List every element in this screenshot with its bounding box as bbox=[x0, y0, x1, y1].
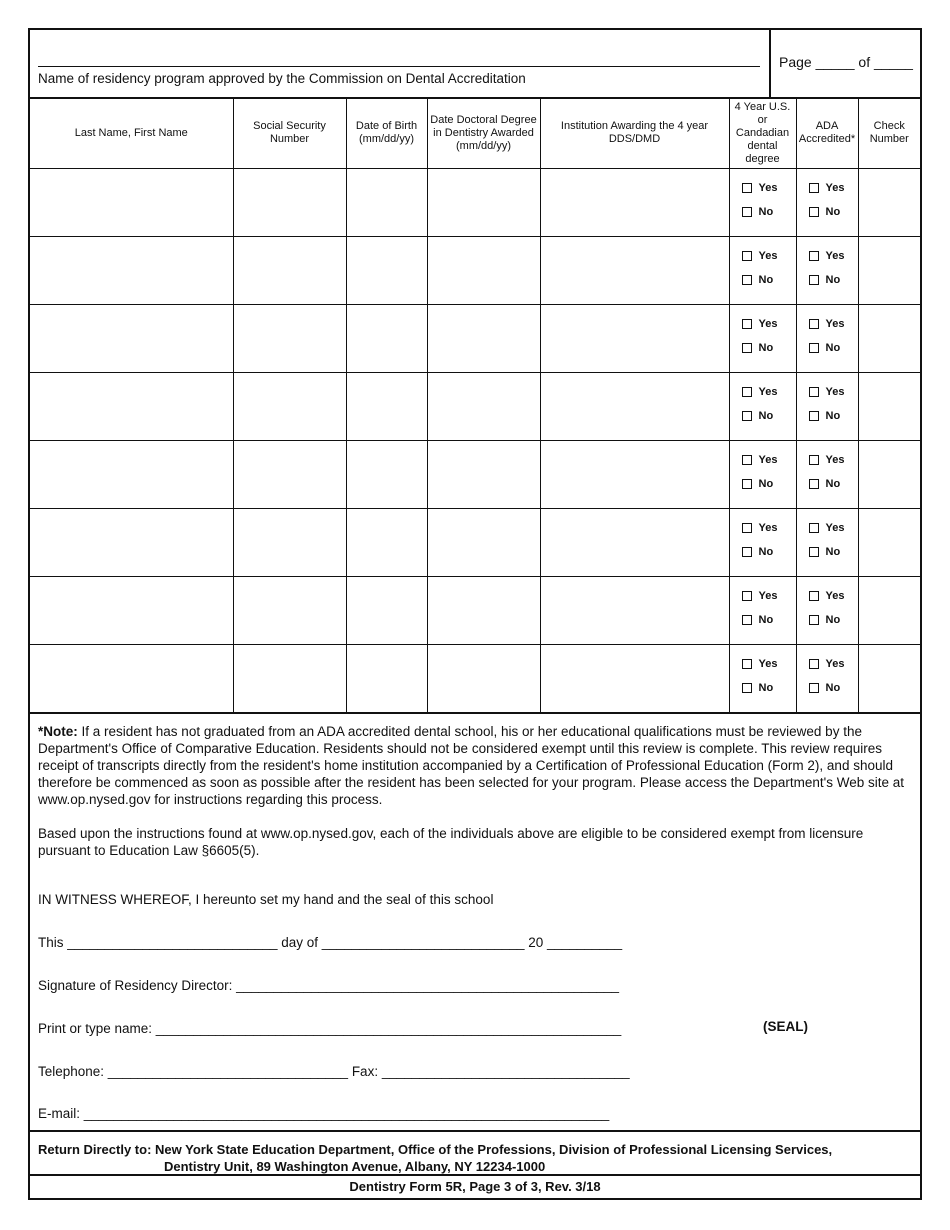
cell-ssn[interactable] bbox=[233, 577, 346, 645]
us-degree-no-checkbox[interactable] bbox=[742, 683, 752, 693]
col-header-ada: ADA Accredited* bbox=[796, 98, 858, 169]
us-degree-yes-option[interactable] bbox=[742, 318, 796, 330]
us-degree-no-checkbox[interactable] bbox=[742, 615, 752, 625]
page-number-box bbox=[769, 30, 922, 97]
us-degree-no-option[interactable] bbox=[742, 682, 796, 694]
us-degree-no-label: No bbox=[758, 682, 774, 694]
col-header-institution: Institution Awarding the 4 year DDS/DMD bbox=[540, 98, 729, 169]
cell-ada-accredited bbox=[796, 645, 858, 714]
cell-check-number[interactable] bbox=[858, 577, 920, 645]
us-degree-no-label: No bbox=[758, 546, 774, 558]
cell-check-number[interactable] bbox=[858, 237, 920, 305]
cell-dob[interactable] bbox=[346, 169, 427, 237]
table-row bbox=[30, 577, 920, 645]
cell-institution[interactable] bbox=[540, 305, 729, 373]
cell-dob[interactable] bbox=[346, 441, 427, 509]
ada-accredited-yes-option[interactable] bbox=[809, 250, 858, 262]
ada-accredited-yes-checkbox[interactable] bbox=[809, 251, 819, 261]
table-row bbox=[30, 645, 920, 714]
cell-us-degree bbox=[729, 373, 796, 441]
cell-degree-date[interactable] bbox=[427, 169, 540, 237]
ada-accredited-no-label: No bbox=[825, 682, 841, 694]
cell-check-number[interactable] bbox=[858, 169, 920, 237]
cell-degree-date[interactable] bbox=[427, 373, 540, 441]
us-degree-no-checkbox[interactable] bbox=[742, 479, 752, 489]
cell-dob[interactable] bbox=[346, 577, 427, 645]
cell-us-degree bbox=[729, 305, 796, 373]
ada-accredited-yes-option[interactable] bbox=[809, 386, 858, 398]
us-degree-yes-checkbox[interactable] bbox=[742, 659, 752, 669]
witness-statement: IN WITNESS WHEREOF, I hereunto set my hand and the seal of this school bbox=[38, 892, 494, 907]
cell-institution[interactable] bbox=[540, 645, 729, 714]
cell-ada-accredited bbox=[796, 305, 858, 373]
us-degree-no-label: No bbox=[758, 342, 774, 354]
us-degree-yes-option[interactable] bbox=[742, 454, 796, 466]
ada-accredited-yes-label: Yes bbox=[825, 454, 845, 466]
ada-accredited-yes-checkbox[interactable] bbox=[809, 591, 819, 601]
cell-ssn[interactable] bbox=[233, 441, 346, 509]
ada-accredited-yes-checkbox[interactable] bbox=[809, 455, 819, 465]
ada-accredited-no-checkbox[interactable] bbox=[809, 275, 819, 285]
ada-accredited-yes-checkbox[interactable] bbox=[809, 387, 819, 397]
cell-ssn[interactable] bbox=[233, 509, 346, 577]
us-degree-yes-option[interactable] bbox=[742, 522, 796, 534]
ada-accredited-no-checkbox[interactable] bbox=[809, 683, 819, 693]
us-degree-yes-checkbox[interactable] bbox=[742, 319, 752, 329]
us-degree-yes-checkbox[interactable] bbox=[742, 251, 752, 261]
ada-accredited-no-checkbox[interactable] bbox=[809, 615, 819, 625]
us-degree-yes-checkbox[interactable] bbox=[742, 387, 752, 397]
cell-check-number[interactable] bbox=[858, 373, 920, 441]
us-degree-no-option[interactable] bbox=[742, 410, 796, 422]
program-name-label: Name of residency program approved by the Commission on Dental Accreditation bbox=[38, 71, 526, 86]
cell-us-degree bbox=[729, 169, 796, 237]
cell-ada-accredited bbox=[796, 441, 858, 509]
email-line[interactable]: E-mail: ______________________________________________________________________ bbox=[38, 1106, 610, 1121]
cell-us-degree bbox=[729, 577, 796, 645]
cell-name[interactable] bbox=[30, 373, 233, 441]
ada-accredited-no-label: No bbox=[825, 342, 841, 354]
us-degree-no-label: No bbox=[758, 478, 774, 490]
us-degree-yes-label: Yes bbox=[758, 250, 778, 262]
col-header-name: Last Name, First Name bbox=[30, 98, 233, 169]
ada-accredited-no-checkbox[interactable] bbox=[809, 411, 819, 421]
cell-us-degree bbox=[729, 441, 796, 509]
col-header-check: Check Number bbox=[858, 98, 920, 169]
cell-ada-accredited bbox=[796, 373, 858, 441]
us-degree-yes-option[interactable] bbox=[742, 182, 796, 194]
ada-accredited-yes-checkbox[interactable] bbox=[809, 659, 819, 669]
ada-accredited-yes-checkbox[interactable] bbox=[809, 319, 819, 329]
us-degree-no-checkbox[interactable] bbox=[742, 343, 752, 353]
cell-ada-accredited bbox=[796, 509, 858, 577]
ada-accredited-no-checkbox[interactable] bbox=[809, 343, 819, 353]
us-degree-yes-label: Yes bbox=[758, 318, 778, 330]
ada-accredited-no-option[interactable] bbox=[809, 546, 858, 558]
cell-degree-date[interactable] bbox=[427, 577, 540, 645]
us-degree-yes-label: Yes bbox=[758, 590, 778, 602]
cell-degree-date[interactable] bbox=[427, 441, 540, 509]
ada-accredited-no-option[interactable] bbox=[809, 614, 858, 626]
ada-accredited-yes-option[interactable] bbox=[809, 182, 858, 194]
table-row bbox=[30, 509, 920, 577]
table-row bbox=[30, 373, 920, 441]
ada-accredited-no-label: No bbox=[825, 274, 841, 286]
ada-accredited-no-label: No bbox=[825, 206, 841, 218]
cell-dob[interactable] bbox=[346, 305, 427, 373]
cell-check-number[interactable] bbox=[858, 441, 920, 509]
col-header-degree-date: Date Doctoral Degree in Dentistry Awarded (mm/dd/yy) bbox=[427, 98, 540, 169]
ada-accredited-no-checkbox[interactable] bbox=[809, 479, 819, 489]
cell-name[interactable] bbox=[30, 509, 233, 577]
table-header-row bbox=[30, 98, 920, 169]
note-text: If a resident has not graduated from an ADA accredited dental school, his or her educational qualifications must be reviewed by the Department's Office of Comparative Education. Residents should not be considered exempt until this review is complete. This review requires receipt of transcripts directly from the resident's home institution accompanied by a Certification of Professional Education (Form 2), and should therefore be commenced as soon as possible after the resident has been selected for your program. Please access the Department's Web site at www.op.nysed.gov for instructions regarding this process. bbox=[38, 724, 905, 807]
date-line[interactable]: This ____________________________ day of ___________________________ 20 __________ bbox=[38, 935, 623, 950]
cell-name[interactable] bbox=[30, 441, 233, 509]
ada-accredited-yes-label: Yes bbox=[825, 318, 845, 330]
cell-us-degree bbox=[729, 237, 796, 305]
us-degree-yes-label: Yes bbox=[758, 658, 778, 670]
ada-accredited-yes-label: Yes bbox=[825, 386, 845, 398]
cell-institution[interactable] bbox=[540, 373, 729, 441]
cell-name[interactable] bbox=[30, 305, 233, 373]
ada-accredited-no-option[interactable] bbox=[809, 342, 858, 354]
us-degree-no-label: No bbox=[758, 410, 774, 422]
note-section bbox=[38, 723, 914, 859]
table-row bbox=[30, 441, 920, 509]
cell-degree-date[interactable] bbox=[427, 645, 540, 714]
cell-check-number[interactable] bbox=[858, 509, 920, 577]
ada-accredited-no-label: No bbox=[825, 410, 841, 422]
us-degree-yes-checkbox[interactable] bbox=[742, 591, 752, 601]
ada-accredited-no-option[interactable] bbox=[809, 682, 858, 694]
us-degree-yes-option[interactable] bbox=[742, 658, 796, 670]
print-name-line[interactable]: Print or type name: ______________________________________________________________ bbox=[38, 1021, 622, 1036]
cell-institution[interactable] bbox=[540, 169, 729, 237]
ada-accredited-no-option[interactable] bbox=[809, 206, 858, 218]
cell-ssn[interactable] bbox=[233, 237, 346, 305]
cell-us-degree bbox=[729, 509, 796, 577]
ada-accredited-yes-label: Yes bbox=[825, 590, 845, 602]
us-degree-no-option[interactable] bbox=[742, 342, 796, 354]
return-line-2: Dentistry Unit, 89 Washington Avenue, Albany, NY 12234-1000 bbox=[164, 1159, 546, 1174]
ada-accredited-yes-label: Yes bbox=[825, 182, 845, 194]
cell-degree-date[interactable] bbox=[427, 509, 540, 577]
us-degree-no-checkbox[interactable] bbox=[742, 411, 752, 421]
form-frame bbox=[28, 28, 922, 1200]
us-degree-yes-label: Yes bbox=[758, 182, 778, 194]
ada-accredited-yes-option[interactable] bbox=[809, 590, 858, 602]
ada-accredited-no-label: No bbox=[825, 478, 841, 490]
ada-accredited-no-label: No bbox=[825, 614, 841, 626]
cell-check-number[interactable] bbox=[858, 305, 920, 373]
cell-ada-accredited bbox=[796, 577, 858, 645]
ada-accredited-yes-option[interactable] bbox=[809, 658, 858, 670]
col-header-dob: Date of Birth (mm/dd/yy) bbox=[346, 98, 427, 169]
cell-degree-date[interactable] bbox=[427, 305, 540, 373]
eligibility-statement: Based upon the instructions found at www.op.nysed.gov, each of the individuals above are eligible to be considered exempt from licensure pursuant to Education Law §6605(5). bbox=[38, 826, 864, 858]
us-degree-no-option[interactable] bbox=[742, 274, 796, 286]
us-degree-yes-label: Yes bbox=[758, 454, 778, 466]
return-address bbox=[30, 1130, 920, 1176]
cell-ada-accredited bbox=[796, 237, 858, 305]
us-degree-no-label: No bbox=[758, 614, 774, 626]
us-degree-no-option[interactable] bbox=[742, 614, 796, 626]
ada-accredited-yes-checkbox[interactable] bbox=[809, 523, 819, 533]
us-degree-yes-label: Yes bbox=[758, 522, 778, 534]
us-degree-yes-option[interactable] bbox=[742, 386, 796, 398]
us-degree-yes-option[interactable] bbox=[742, 590, 796, 602]
cell-institution[interactable] bbox=[540, 441, 729, 509]
ada-accredited-yes-label: Yes bbox=[825, 658, 845, 670]
ada-accredited-yes-label: Yes bbox=[825, 522, 845, 534]
telephone-fax-line[interactable]: Telephone: ________________________________ Fax: _________________________________ bbox=[38, 1064, 630, 1079]
ada-accredited-yes-label: Yes bbox=[825, 250, 845, 262]
us-degree-no-checkbox[interactable] bbox=[742, 207, 752, 217]
us-degree-no-label: No bbox=[758, 206, 774, 218]
ada-accredited-yes-checkbox[interactable] bbox=[809, 183, 819, 193]
us-degree-no-option[interactable] bbox=[742, 206, 796, 218]
form-header bbox=[30, 30, 920, 99]
cell-dob[interactable] bbox=[346, 237, 427, 305]
ada-accredited-no-option[interactable] bbox=[809, 410, 858, 422]
col-header-ssn: Social Security Number bbox=[233, 98, 346, 169]
us-degree-yes-checkbox[interactable] bbox=[742, 183, 752, 193]
ada-accredited-no-option[interactable] bbox=[809, 478, 858, 490]
cell-dob[interactable] bbox=[346, 509, 427, 577]
cell-ssn[interactable] bbox=[233, 373, 346, 441]
program-name-field[interactable] bbox=[38, 66, 760, 67]
table-row bbox=[30, 237, 920, 305]
form-footer: Dentistry Form 5R, Page 3 of 3, Rev. 3/18 bbox=[349, 1179, 601, 1194]
ada-accredited-yes-option[interactable] bbox=[809, 454, 858, 466]
us-degree-no-checkbox[interactable] bbox=[742, 275, 752, 285]
col-header-us-degree: 4 Year U.S. or Candadian dental degree bbox=[729, 98, 796, 169]
signature-line[interactable]: Signature of Residency Director: ___________________________________________________ bbox=[38, 978, 620, 993]
cell-ssn[interactable] bbox=[233, 169, 346, 237]
table-row bbox=[30, 169, 920, 237]
cell-us-degree bbox=[729, 645, 796, 714]
note-label: *Note: bbox=[38, 724, 78, 739]
cell-name[interactable] bbox=[30, 169, 233, 237]
cell-degree-date[interactable] bbox=[427, 237, 540, 305]
cell-institution[interactable] bbox=[540, 237, 729, 305]
cell-check-number[interactable] bbox=[858, 645, 920, 714]
table-row bbox=[30, 305, 920, 373]
ada-accredited-yes-option[interactable] bbox=[809, 522, 858, 534]
cell-dob[interactable] bbox=[346, 645, 427, 714]
us-degree-yes-checkbox[interactable] bbox=[742, 523, 752, 533]
page-number-text: Page _____ of _____ bbox=[779, 54, 913, 70]
cell-institution[interactable] bbox=[540, 577, 729, 645]
ada-accredited-no-label: No bbox=[825, 546, 841, 558]
return-line-1: Return Directly to: New York State Education Department, Office of the Professions, Division of Professional Licensing Services, bbox=[38, 1142, 833, 1157]
us-degree-yes-checkbox[interactable] bbox=[742, 455, 752, 465]
cell-ssn[interactable] bbox=[233, 645, 346, 714]
us-degree-no-label: No bbox=[758, 274, 774, 286]
cell-dob[interactable] bbox=[346, 373, 427, 441]
us-degree-no-option[interactable] bbox=[742, 546, 796, 558]
residents-table bbox=[30, 97, 920, 714]
cell-name[interactable] bbox=[30, 237, 233, 305]
ada-accredited-no-checkbox[interactable] bbox=[809, 547, 819, 557]
ada-accredited-no-checkbox[interactable] bbox=[809, 207, 819, 217]
cell-ada-accredited bbox=[796, 169, 858, 237]
ada-accredited-yes-option[interactable] bbox=[809, 318, 858, 330]
cell-ssn[interactable] bbox=[233, 305, 346, 373]
seal-label: (SEAL) bbox=[763, 1019, 808, 1034]
cell-name[interactable] bbox=[30, 577, 233, 645]
us-degree-yes-option[interactable] bbox=[742, 250, 796, 262]
us-degree-no-checkbox[interactable] bbox=[742, 547, 752, 557]
cell-name[interactable] bbox=[30, 645, 233, 714]
us-degree-no-option[interactable] bbox=[742, 478, 796, 490]
us-degree-yes-label: Yes bbox=[758, 386, 778, 398]
cell-institution[interactable] bbox=[540, 509, 729, 577]
ada-accredited-no-option[interactable] bbox=[809, 274, 858, 286]
